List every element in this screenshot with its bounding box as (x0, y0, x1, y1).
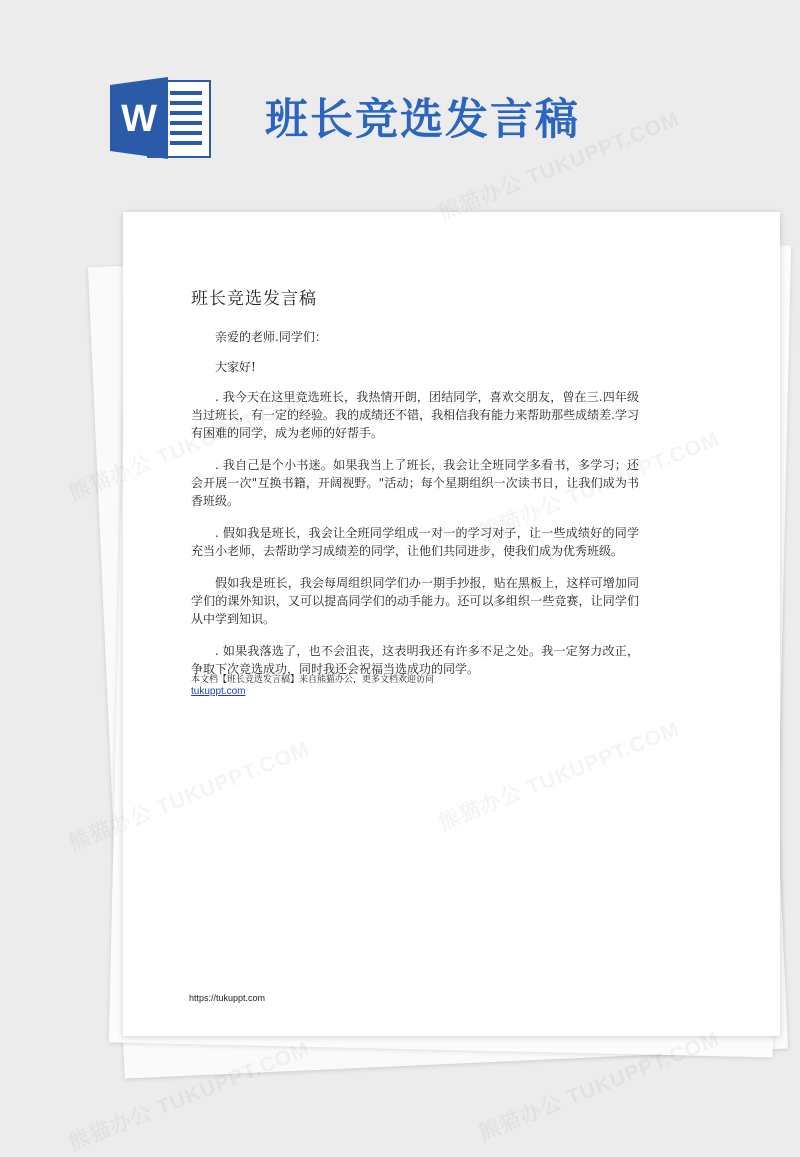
paragraph: . 如果我落选了，也不会沮丧，这表明我还有许多不足之处。我一定努力改正，争取下次竞选成功，同时我还会祝福当选成功的同学。 (191, 644, 639, 676)
paragraph: 假如我是班长，我会每周组织同学们办一期手抄报，贴在黑板上，这样可增加同学们的课外知识，又可以提高同学们的动手能力。还可以多组织一些竞赛，让同学们从中学到知识。 (191, 576, 639, 626)
document-body (191, 328, 639, 692)
banner-title: 班长竞选发言稿 (265, 95, 580, 145)
document-page (123, 212, 780, 1036)
paragraph-salutation: 亲爱的老师.同学们： (215, 330, 327, 344)
paragraph: . 我自己是个小书迷。如果我当上了班长，我会让全班同学多看书，多学习；还会开展一次"互换书籍，开阔视野。"活动；每个星期组织一次读书日，让我们成为书香班级。 (191, 458, 639, 508)
logo-letter: W (121, 98, 157, 140)
source-link[interactable]: tukuppt.com (191, 686, 246, 697)
word-document-icon (110, 75, 212, 161)
paragraph: . 我今天在这里竞选班长，我热情开朗，团结同学，喜欢交朋友，曾在三.四年级当过班长，有一定的经验。我的成绩还不错，我相信我有能力来帮助那些成绩差.学习有困难的同学，成为老师的好帮手。 (191, 390, 639, 440)
source-note (191, 674, 434, 698)
page-footer-url: https://tukuppt.com (189, 993, 266, 1003)
source-note-text: 本文档【班长竞选发言稿】来自熊猫办公，更多文档欢迎访问 (191, 675, 435, 685)
header-banner (0, 0, 800, 200)
paragraph: . 假如我是班长，我会让全班同学组成一对一的学习对子，让一些成绩好的同学充当小老师，去帮助学习成绩差的同学，让他们共同进步，使我们成为优秀班级。 (191, 526, 639, 558)
document-title: 班长竞选发言稿 (191, 289, 317, 309)
paragraph-greeting: 大家好! (215, 360, 256, 374)
